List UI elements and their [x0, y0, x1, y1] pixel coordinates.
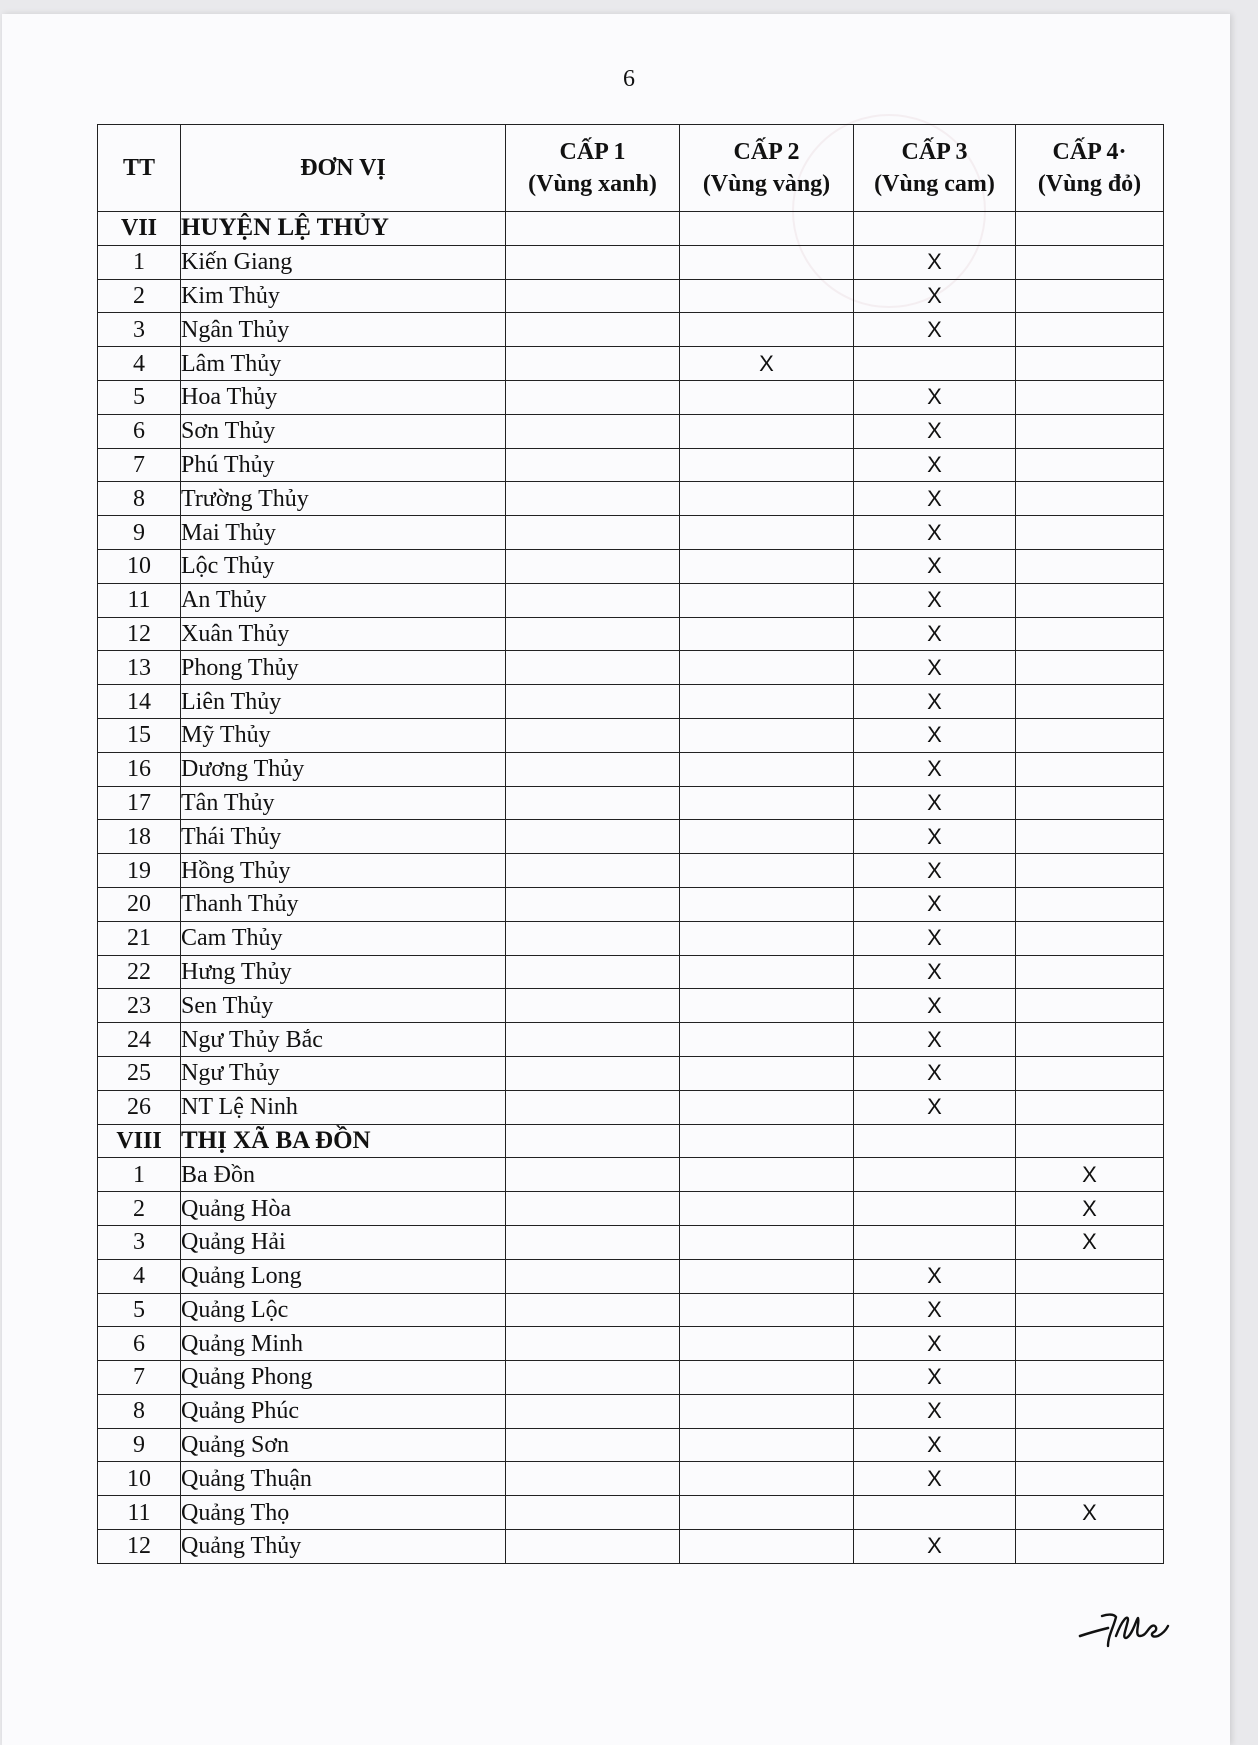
level-1-cell — [506, 1056, 680, 1090]
level-4-cell — [1016, 921, 1164, 955]
level-2-cell — [680, 617, 854, 651]
header-level-1 — [506, 125, 680, 212]
level-2-cell — [680, 448, 854, 482]
unit-name: Quảng Hải — [181, 1225, 506, 1259]
unit-name: Hưng Thủy — [181, 955, 506, 989]
unit-name: Sơn Thủy — [181, 414, 506, 448]
level-3-cell — [854, 212, 1016, 246]
level-1-cell — [506, 989, 680, 1023]
row-number: 25 — [98, 1056, 181, 1090]
level-3-cell: X — [854, 752, 1016, 786]
level-1-cell — [506, 1259, 680, 1293]
level-1-cell — [506, 212, 680, 246]
unit-name: Thanh Thủy — [181, 887, 506, 921]
row-number: 17 — [98, 786, 181, 820]
handwritten-signature — [1078, 1606, 1170, 1652]
row-number: 15 — [98, 718, 181, 752]
level-4-cell — [1016, 955, 1164, 989]
unit-name: Quảng Long — [181, 1259, 506, 1293]
level-4-cell — [1016, 1530, 1164, 1564]
level-1-cell — [506, 245, 680, 279]
level-3-cell: X — [854, 617, 1016, 651]
table-row — [98, 516, 1164, 550]
unit-name: Quảng Hòa — [181, 1192, 506, 1226]
level-4-cell — [1016, 549, 1164, 583]
table-row — [98, 1056, 1164, 1090]
unit-name: Quảng Thuận — [181, 1462, 506, 1496]
table-row — [98, 1530, 1164, 1564]
unit-name: Ngư Thủy Bắc — [181, 1023, 506, 1057]
header-level-2-title: CẤP 2 — [733, 139, 800, 165]
section-title: HUYỆN LỆ THỦY — [181, 212, 506, 246]
level-3-cell: X — [854, 279, 1016, 313]
unit-name: Trường Thủy — [181, 482, 506, 516]
level-4-cell — [1016, 1327, 1164, 1361]
level-3-cell: X — [854, 854, 1016, 888]
level-3-cell — [854, 347, 1016, 381]
level-3-cell: X — [854, 380, 1016, 414]
unit-name: Thái Thủy — [181, 820, 506, 854]
level-4-cell — [1016, 1361, 1164, 1395]
table-row — [98, 313, 1164, 347]
table-row — [98, 1496, 1164, 1530]
section-row — [98, 212, 1164, 246]
row-number: 9 — [98, 1428, 181, 1462]
level-4-cell — [1016, 989, 1164, 1023]
level-3-cell: X — [854, 1428, 1016, 1462]
classification-table — [97, 124, 1164, 1564]
table-row — [98, 1428, 1164, 1462]
level-3-cell: X — [854, 1293, 1016, 1327]
level-2-cell — [680, 1361, 854, 1395]
level-2-cell — [680, 1090, 854, 1124]
level-2-cell — [680, 1192, 854, 1226]
level-3-cell: X — [854, 1361, 1016, 1395]
level-3-cell: X — [854, 549, 1016, 583]
level-1-cell — [506, 313, 680, 347]
level-2-cell — [680, 516, 854, 550]
level-3-cell: X — [854, 482, 1016, 516]
level-2-cell — [680, 1158, 854, 1192]
header-level-4-sub: (Vùng đỏ) — [1037, 171, 1142, 197]
row-number: 10 — [98, 549, 181, 583]
level-4-cell — [1016, 651, 1164, 685]
level-3-cell: X — [854, 820, 1016, 854]
unit-name: Kim Thủy — [181, 279, 506, 313]
table-row — [98, 989, 1164, 1023]
unit-name: Quảng Lộc — [181, 1293, 506, 1327]
row-number: 23 — [98, 989, 181, 1023]
table-row — [98, 482, 1164, 516]
row-number: 20 — [98, 887, 181, 921]
header-level-2-sub: (Vùng vàng) — [702, 171, 831, 197]
level-3-cell: X — [854, 921, 1016, 955]
table-row — [98, 1192, 1164, 1226]
table-row — [98, 1158, 1164, 1192]
level-1-cell — [506, 1293, 680, 1327]
unit-name: Quảng Thủy — [181, 1530, 506, 1564]
table-header-row — [98, 125, 1164, 212]
row-number: 18 — [98, 820, 181, 854]
level-3-cell: X — [854, 1394, 1016, 1428]
level-2-cell — [680, 1259, 854, 1293]
level-4-cell — [1016, 313, 1164, 347]
level-4-cell — [1016, 414, 1164, 448]
section-title: THỊ XÃ BA ĐỒN — [181, 1124, 506, 1158]
level-3-cell: X — [854, 685, 1016, 719]
table-row — [98, 1090, 1164, 1124]
row-number: 13 — [98, 651, 181, 685]
level-4-cell: X — [1016, 1496, 1164, 1530]
level-2-cell — [680, 1056, 854, 1090]
level-3-cell: X — [854, 1090, 1016, 1124]
level-1-cell — [506, 1530, 680, 1564]
level-4-cell — [1016, 1394, 1164, 1428]
level-4-cell — [1016, 516, 1164, 550]
table-row — [98, 245, 1164, 279]
page-number: 6 — [623, 66, 635, 92]
row-number: 14 — [98, 685, 181, 719]
level-3-cell: X — [854, 313, 1016, 347]
row-number: 2 — [98, 1192, 181, 1226]
row-number: 22 — [98, 955, 181, 989]
level-1-cell — [506, 617, 680, 651]
level-1-cell — [506, 786, 680, 820]
header-tt: TT — [98, 125, 181, 212]
level-3-cell: X — [854, 1023, 1016, 1057]
level-3-cell: X — [854, 414, 1016, 448]
level-3-cell: X — [854, 1056, 1016, 1090]
level-2-cell — [680, 279, 854, 313]
level-3-cell — [854, 1158, 1016, 1192]
level-2-cell — [680, 212, 854, 246]
table-row — [98, 1327, 1164, 1361]
unit-name: Ngân Thủy — [181, 313, 506, 347]
unit-name: Cam Thủy — [181, 921, 506, 955]
row-number: 7 — [98, 1361, 181, 1395]
row-number: 26 — [98, 1090, 181, 1124]
header-unit: ĐƠN VỊ — [181, 125, 506, 212]
level-2-cell — [680, 752, 854, 786]
unit-name: Quảng Phúc — [181, 1394, 506, 1428]
level-2-cell — [680, 786, 854, 820]
row-number: 4 — [98, 1259, 181, 1293]
unit-name: Kiến Giang — [181, 245, 506, 279]
level-2-cell — [680, 854, 854, 888]
table-row — [98, 279, 1164, 313]
level-2-cell — [680, 1394, 854, 1428]
header-level-2 — [680, 125, 854, 212]
level-4-cell — [1016, 1259, 1164, 1293]
level-2-cell — [680, 549, 854, 583]
level-4-cell — [1016, 245, 1164, 279]
level-4-cell — [1016, 1056, 1164, 1090]
section-number: VII — [98, 212, 181, 246]
table-row — [98, 549, 1164, 583]
level-3-cell: X — [854, 1530, 1016, 1564]
level-2-cell — [680, 685, 854, 719]
level-1-cell — [506, 1225, 680, 1259]
row-number: 19 — [98, 854, 181, 888]
table-row — [98, 1293, 1164, 1327]
table-row — [98, 1023, 1164, 1057]
table-body — [98, 212, 1164, 1564]
table-row — [98, 583, 1164, 617]
row-number: 8 — [98, 1394, 181, 1428]
level-1-cell — [506, 549, 680, 583]
unit-name: Quảng Thọ — [181, 1496, 506, 1530]
row-number: 6 — [98, 1327, 181, 1361]
level-4-cell — [1016, 887, 1164, 921]
table-row — [98, 1225, 1164, 1259]
level-2-cell — [680, 1428, 854, 1462]
unit-name: Phong Thủy — [181, 651, 506, 685]
level-3-cell — [854, 1225, 1016, 1259]
level-3-cell: X — [854, 718, 1016, 752]
row-number: 11 — [98, 583, 181, 617]
table-row — [98, 1462, 1164, 1496]
unit-name: Tân Thủy — [181, 786, 506, 820]
header-level-3-sub: (Vùng cam) — [874, 171, 995, 197]
level-4-cell — [1016, 1293, 1164, 1327]
table-row — [98, 1394, 1164, 1428]
level-1-cell — [506, 1496, 680, 1530]
level-1-cell — [506, 1327, 680, 1361]
unit-name: Phú Thủy — [181, 448, 506, 482]
row-number: 1 — [98, 245, 181, 279]
table-row — [98, 921, 1164, 955]
level-3-cell: X — [854, 989, 1016, 1023]
level-1-cell — [506, 583, 680, 617]
row-number: 6 — [98, 414, 181, 448]
level-4-cell — [1016, 1462, 1164, 1496]
row-number: 24 — [98, 1023, 181, 1057]
section-number: VIII — [98, 1124, 181, 1158]
table-row — [98, 380, 1164, 414]
level-2-cell — [680, 989, 854, 1023]
level-4-cell — [1016, 718, 1164, 752]
row-number: 5 — [98, 380, 181, 414]
level-4-cell — [1016, 786, 1164, 820]
row-number: 3 — [98, 313, 181, 347]
level-2-cell — [680, 1327, 854, 1361]
row-number: 1 — [98, 1158, 181, 1192]
table-row — [98, 617, 1164, 651]
unit-name: Dương Thủy — [181, 752, 506, 786]
table-row — [98, 414, 1164, 448]
table-row — [98, 1259, 1164, 1293]
level-4-cell: X — [1016, 1158, 1164, 1192]
level-1-cell — [506, 1124, 680, 1158]
level-4-cell — [1016, 583, 1164, 617]
level-4-cell — [1016, 685, 1164, 719]
row-number: 11 — [98, 1496, 181, 1530]
level-2-cell — [680, 1293, 854, 1327]
level-2-cell — [680, 313, 854, 347]
header-level-1-title: CẤP 1 — [559, 139, 626, 165]
level-2-cell — [680, 1496, 854, 1530]
level-3-cell: X — [854, 1259, 1016, 1293]
row-number: 12 — [98, 617, 181, 651]
table-row — [98, 854, 1164, 888]
level-2-cell — [680, 245, 854, 279]
level-3-cell — [854, 1124, 1016, 1158]
unit-name: Lâm Thủy — [181, 347, 506, 381]
level-1-cell — [506, 1462, 680, 1496]
row-number: 9 — [98, 516, 181, 550]
unit-name: Quảng Sơn — [181, 1428, 506, 1462]
unit-name: An Thủy — [181, 583, 506, 617]
level-4-cell — [1016, 820, 1164, 854]
row-number: 4 — [98, 347, 181, 381]
level-2-cell — [680, 380, 854, 414]
level-1-cell — [506, 752, 680, 786]
level-3-cell: X — [854, 516, 1016, 550]
row-number: 12 — [98, 1530, 181, 1564]
level-4-cell — [1016, 482, 1164, 516]
level-3-cell: X — [854, 1327, 1016, 1361]
level-1-cell — [506, 1023, 680, 1057]
table-row — [98, 448, 1164, 482]
level-2-cell — [680, 718, 854, 752]
unit-name: Ngư Thủy — [181, 1056, 506, 1090]
level-2-cell — [680, 414, 854, 448]
row-number: 5 — [98, 1293, 181, 1327]
level-1-cell — [506, 1192, 680, 1226]
header-level-4-title: CẤP 4· — [1052, 139, 1127, 165]
level-1-cell — [506, 718, 680, 752]
level-4-cell — [1016, 1428, 1164, 1462]
level-2-cell — [680, 1225, 854, 1259]
level-1-cell — [506, 651, 680, 685]
level-1-cell — [506, 1158, 680, 1192]
level-1-cell — [506, 1428, 680, 1462]
level-4-cell: X — [1016, 1225, 1164, 1259]
level-1-cell — [506, 921, 680, 955]
level-3-cell: X — [854, 245, 1016, 279]
table-row — [98, 887, 1164, 921]
unit-name: Quảng Phong — [181, 1361, 506, 1395]
level-2-cell — [680, 1124, 854, 1158]
level-3-cell: X — [854, 786, 1016, 820]
row-number: 8 — [98, 482, 181, 516]
level-2-cell — [680, 1530, 854, 1564]
level-3-cell — [854, 1192, 1016, 1226]
row-number: 21 — [98, 921, 181, 955]
level-4-cell — [1016, 448, 1164, 482]
level-2-cell — [680, 651, 854, 685]
header-level-3-title: CẤP 3 — [901, 139, 968, 165]
table-row — [98, 651, 1164, 685]
level-1-cell — [506, 685, 680, 719]
level-2-cell — [680, 887, 854, 921]
header-level-4 — [1016, 125, 1164, 212]
level-3-cell: X — [854, 1462, 1016, 1496]
row-number: 7 — [98, 448, 181, 482]
level-4-cell — [1016, 347, 1164, 381]
level-1-cell — [506, 1090, 680, 1124]
level-1-cell — [506, 516, 680, 550]
header-level-3 — [854, 125, 1016, 212]
unit-name: Sen Thủy — [181, 989, 506, 1023]
level-2-cell — [680, 1023, 854, 1057]
level-1-cell — [506, 887, 680, 921]
level-2-cell — [680, 583, 854, 617]
table-row — [98, 820, 1164, 854]
level-4-cell — [1016, 1124, 1164, 1158]
level-2-cell — [680, 1462, 854, 1496]
unit-name: Ba Đồn — [181, 1158, 506, 1192]
unit-name: Mỹ Thủy — [181, 718, 506, 752]
table-row — [98, 718, 1164, 752]
unit-name: Lộc Thủy — [181, 549, 506, 583]
level-4-cell — [1016, 617, 1164, 651]
unit-name: Quảng Minh — [181, 1327, 506, 1361]
level-4-cell: X — [1016, 1192, 1164, 1226]
level-4-cell — [1016, 279, 1164, 313]
unit-name: NT Lệ Ninh — [181, 1090, 506, 1124]
level-4-cell — [1016, 380, 1164, 414]
level-2-cell — [680, 921, 854, 955]
table-row — [98, 685, 1164, 719]
level-3-cell: X — [854, 448, 1016, 482]
level-2-cell — [680, 955, 854, 989]
level-3-cell: X — [854, 887, 1016, 921]
table-row — [98, 1361, 1164, 1395]
row-number: 16 — [98, 752, 181, 786]
table-row — [98, 752, 1164, 786]
table-row — [98, 955, 1164, 989]
section-row — [98, 1124, 1164, 1158]
level-4-cell — [1016, 752, 1164, 786]
level-4-cell — [1016, 1023, 1164, 1057]
level-1-cell — [506, 1361, 680, 1395]
header-level-1-sub: (Vùng xanh) — [528, 171, 657, 197]
level-1-cell — [506, 414, 680, 448]
row-number: 10 — [98, 1462, 181, 1496]
unit-name: Liên Thủy — [181, 685, 506, 719]
unit-name: Mai Thủy — [181, 516, 506, 550]
table-row — [98, 786, 1164, 820]
level-1-cell — [506, 482, 680, 516]
row-number: 3 — [98, 1225, 181, 1259]
level-1-cell — [506, 380, 680, 414]
level-2-cell — [680, 482, 854, 516]
table-row — [98, 347, 1164, 381]
level-3-cell: X — [854, 583, 1016, 617]
row-number: 2 — [98, 279, 181, 313]
unit-name: Xuân Thủy — [181, 617, 506, 651]
level-3-cell: X — [854, 651, 1016, 685]
level-1-cell — [506, 1394, 680, 1428]
level-3-cell — [854, 1496, 1016, 1530]
level-1-cell — [506, 955, 680, 989]
unit-name: Hồng Thủy — [181, 854, 506, 888]
level-1-cell — [506, 820, 680, 854]
level-1-cell — [506, 448, 680, 482]
unit-name: Hoa Thủy — [181, 380, 506, 414]
level-4-cell — [1016, 1090, 1164, 1124]
level-1-cell — [506, 347, 680, 381]
level-4-cell — [1016, 854, 1164, 888]
level-4-cell — [1016, 212, 1164, 246]
level-2-cell — [680, 820, 854, 854]
level-2-cell: X — [680, 347, 854, 381]
level-1-cell — [506, 279, 680, 313]
level-3-cell: X — [854, 955, 1016, 989]
level-1-cell — [506, 854, 680, 888]
